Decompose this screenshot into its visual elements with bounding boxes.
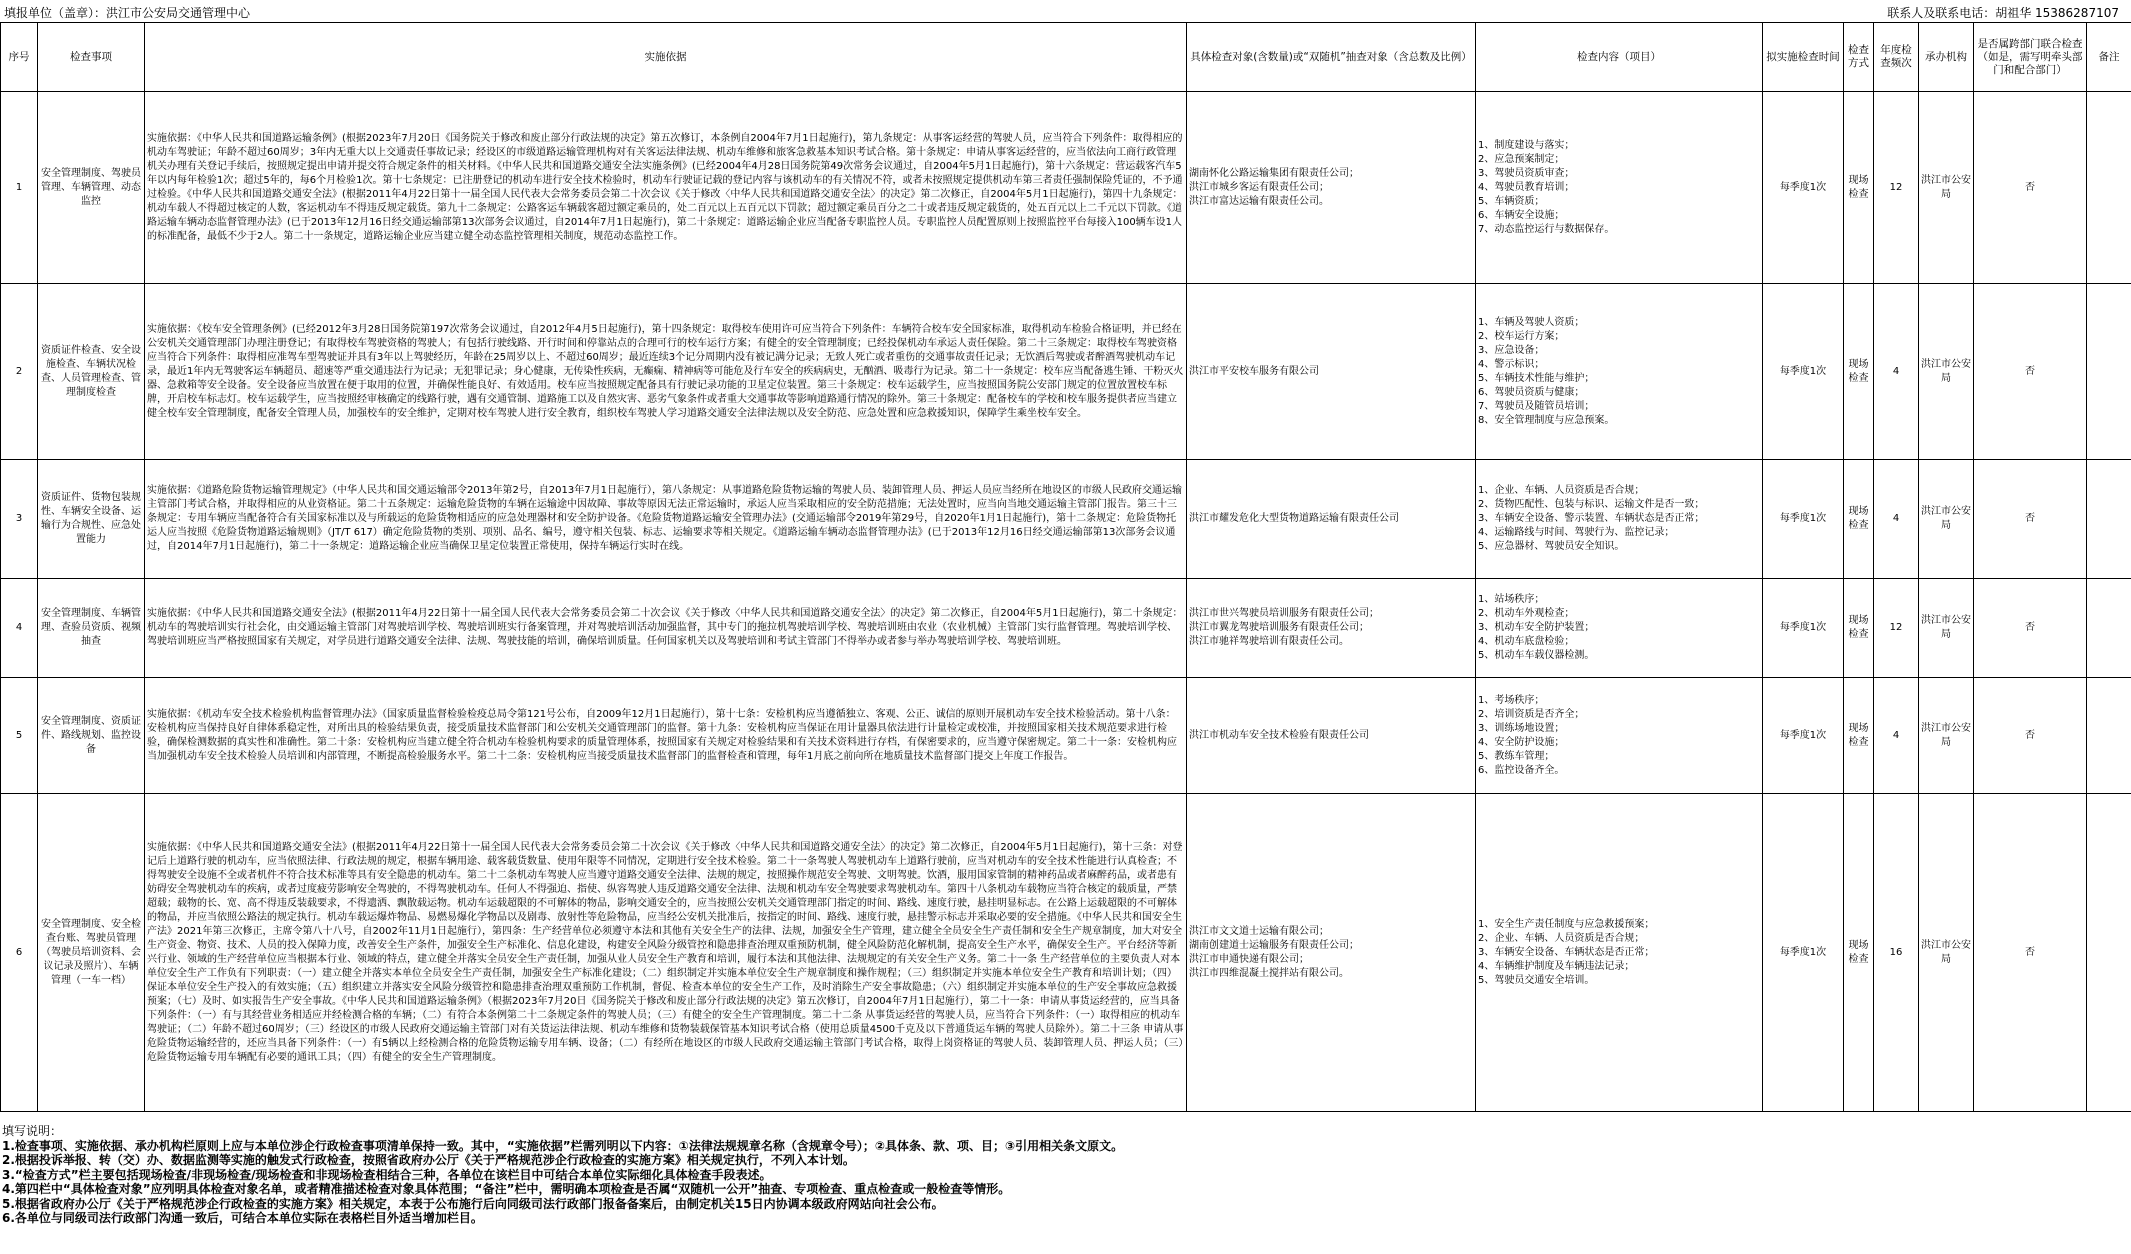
content-item: 4、驾驶员教育培训； [1478, 181, 1575, 193]
row-number: 6 [1, 794, 38, 1112]
content-item: 1、站场秩序； [1478, 594, 1545, 605]
inspection-contents [1476, 460, 1763, 579]
inspection-time: 每季度1次 [1763, 678, 1844, 794]
target-item: 洪江市富达运输有限责任公司。 [1189, 195, 1329, 207]
content-item: 6、驾驶员资质与健康； [1478, 386, 1585, 398]
remark [2087, 579, 2131, 678]
sheet-header [0, 0, 2131, 22]
inspection-method: 现场检查 [1844, 92, 1874, 284]
inspection-matter: 资质证件、货物包装规性、车辆安全设备、运输行为合规性、应急处置能力 [38, 460, 145, 579]
content-item: 2、机动车外观检查； [1478, 608, 1575, 619]
content-item: 1、企业、车辆、人员资质是否合规； [1478, 485, 1645, 496]
content-item: 6、监控设备齐全。 [1478, 764, 1565, 776]
instructions [2, 1124, 2122, 1226]
row-number: 1 [1, 92, 38, 284]
target-item: 湖南创建道士运输服务有限责任公司； [1189, 939, 1359, 951]
col-header: 备注 [2087, 23, 2131, 92]
joint-inspection: 否 [1974, 284, 2087, 460]
inspection-matter: 安全管理制度、安全检查台账、驾驶员管理（驾驶员培训资料、会议记录及照片）、车辆管理（一车一档） [38, 794, 145, 1112]
handling-org: 洪江市公安局 [1919, 579, 1974, 678]
contact-info: 联系人及联系电话：胡祖华 15386287107 [1887, 6, 2119, 20]
row-number: 3 [1, 460, 38, 579]
target-item: 洪江市翼龙驾驶培训服务有限责任公司； [1189, 622, 1369, 633]
inspection-time: 每季度1次 [1763, 794, 1844, 1112]
inspection-targets [1187, 284, 1476, 460]
col-header: 检查内容（项目） [1476, 23, 1763, 92]
inspection-contents [1476, 284, 1763, 460]
reporting-unit: 填报单位（盖章）：洪江市公安局交通管理中心 [4, 6, 251, 20]
inspection-table [0, 22, 2131, 1112]
col-header: 年度检查频次 [1874, 23, 1919, 92]
row-number: 5 [1, 678, 38, 794]
target-item: 湖南怀化公路运输集团有限责任公司； [1189, 167, 1359, 179]
instruction-line: 3.“检查方式”栏主要包括现场检查/非现场检查/现场检查和非现场检查相结合三种，各单位在该栏目中可结合本单位实际细化具体检查手段表述。 [2, 1167, 772, 1182]
handling-org: 洪江市公安局 [1919, 284, 1974, 460]
remark [2087, 284, 2131, 460]
remark [2087, 92, 2131, 284]
inspection-contents [1476, 579, 1763, 678]
content-item: 5、车辆资质； [1478, 195, 1545, 207]
content-item: 2、校车运行方案； [1478, 330, 1565, 342]
inspection-targets [1187, 794, 1476, 1112]
inspection-targets [1187, 460, 1476, 579]
content-item: 3、训练场地设置； [1478, 722, 1565, 734]
inspection-method: 现场检查 [1844, 794, 1874, 1112]
content-item: 1、车辆及驾驶人资质； [1478, 316, 1585, 328]
col-header: 序号 [1, 23, 38, 92]
content-item: 5、应急器材、驾驶员安全知识。 [1478, 541, 1625, 552]
inspection-method: 现场检查 [1844, 579, 1874, 678]
instructions-list [2, 1139, 2122, 1226]
content-item: 8、安全管理制度与应急预案。 [1478, 414, 1615, 426]
handling-org: 洪江市公安局 [1919, 460, 1974, 579]
remark [2087, 460, 2131, 579]
joint-inspection: 否 [1974, 794, 2087, 1112]
legal-basis: 实施依据：《道路危险货物运输管理规定》（中华人民共和国交通运输部令2013年第2号，自2013年7月1日起施行），第八条规定：从事道路危险货物运输的驾驶人员、装卸管理人员、押运人员应当经所在地设区的市级人民政府交通运输主管部门考试合格，并取得相应的从业资格证。第二十五条规定：运输危险货物的车辆在运输途中因故障、事故等原因无法正常运输时，承运人应当采取相应的安全防范措施；无法处置时，应当向当地交通运输主管部门报告。第三十三条规定：专用车辆应当配备符合有关国家标准以及与所载运的危险货物相适应的应急处理器材和安全防护设备。《危险货物道路运输安全管理办法》(交通运输部令2019年第29号，自2020年1月1日起施行)，第十二条规定：危险货物托运人应当按照《危险货物道路运输规则》（JT/T 617）确定危险货物的类别、项别、品名、编号，遵守相关包装、标志、运输要求等相关规定。《道路运输车辆动态监督管理办法》(已于2013年12月16日经交通运输部第13次部务会议通过，自2014年7月1日起施行)，第二十一条规定：道路运输企业应当确保卫星定位装置正常使用，保持车辆运行实时在线。 [145, 460, 1187, 579]
legal-basis: 实施依据：《校车安全管理条例》(已经2012年3月28日国务院第197次常务会议通过，自2012年4月5日起施行)，第十四条规定：取得校车使用许可应当符合下列条件：车辆符合校车安全国家标准，取得机动车检验合格证明，并已经在公安机关交通管理部门办理注册登记；有取得校车驾驶资格的驾驶人；有包括行驶线路、开行时间和停靠站点的合理可行的校车运行方案；有健全的安全管理制度；已经投保机动车承运人责任保险。第二十三条规定：取得校车驾驶资格应当符合下列条件：取得相应准驾车型驾驶证并具有3年以上驾驶经历，年龄在25周岁以上、不超过60周岁；最近连续3个记分周期内没有被记满分记录；无致人死亡或者重伤的交通事故责任记录；无饮酒后驾驶或者醉酒驾驶机动车记录，最近1年内无驾驶客运车辆超员、超速等严重交通违法行为记录；无犯罪记录；身心健康，无传染性疾病，无癫痫、精神病等可能危及行车安全的疾病病史，无酗酒、吸毒行为记录。第二十一条规定：校车应当配备逃生锤、干粉灭火器、急救箱等安全设备。安全设备应当放置在便于取用的位置，并确保性能良好、有效适用。校车应当按照规定配备具有行驶记录功能的卫星定位装置。第三十条规定：校车运载学生，应当按照国务院公安部门规定的位置放置校车标牌，开启校车标志灯。校车运载学生，应当按照经审核确定的线路行驶，遇有交通管制、道路施工以及自然灾害、恶劣气象条件或者重大交通事故等影响道路通行情况的除外。第三十条规定：配备校车的学校和校车服务提供者应当建立健全校车安全管理制度，配备安全管理人员，加强校车的安全维护，定期对校车驾驶人进行安全教育，组织校车驾驶人学习道路交通安全法律法规以及安全防范、应急处置和应急救援知识，保障学生乘坐校车安全。 [145, 284, 1187, 460]
table-header-row [1, 23, 2131, 92]
content-item: 5、教练车管理； [1478, 750, 1555, 762]
inspection-time: 每季度1次 [1763, 579, 1844, 678]
row-number: 4 [1, 579, 38, 678]
table-row [1, 678, 2131, 794]
inspection-matter: 资质证件检查、安全设施检查、车辆状况检查、人员管理检查、管理制度检查 [38, 284, 145, 460]
content-item: 1、安全生产责任制度与应急救援预案； [1478, 918, 1655, 930]
row-number: 2 [1, 284, 38, 460]
content-item: 7、驾驶员及随管员培训； [1478, 400, 1595, 412]
remark [2087, 794, 2131, 1112]
inspection-contents [1476, 92, 1763, 284]
instruction-line: 6.各单位与同级司法行政部门沟通一致后，可结合本单位实际在表格栏目外适当增加栏目。 [2, 1211, 483, 1225]
content-item: 7、动态监控运行与数据保存。 [1478, 223, 1615, 235]
annual-frequency: 12 [1874, 92, 1919, 284]
handling-org: 洪江市公安局 [1919, 92, 1974, 284]
legal-basis: 实施依据：《中华人民共和国道路交通安全法》(根据2011年4月22日第十一届全国人民代表大会常务委员会第二十次会议《关于修改〈中华人民共和国道路交通安全法〉的决定》第二次修正，自2004年5月1日起施行)，第二十条规定：机动车的驾驶培训实行社会化，由交通运输主管部门对驾驶培训学校、驾驶培训班实行备案管理，并对驾驶培训活动加强监督，其中专门的拖拉机驾驶培训学校、驾驶培训班由农业（农业机械）主管部门实行监督管理。驾驶培训学校、驾驶培训班应当严格按照国家有关规定，对学员进行道路交通安全法律、法规、驾驶技能的培训，确保培训质量。任何国家机关以及驾驶培训和考试主管部门不得举办或者参与举办驾驶培训学校、驾驶培训班。 [145, 579, 1187, 678]
target-item: 洪江市世兴驾驶员培训服务有限责任公司； [1189, 608, 1379, 619]
content-item: 1、考场秩序； [1478, 694, 1545, 706]
target-item: 洪江市文文道士运输有限公司； [1189, 925, 1329, 937]
annual-frequency: 4 [1874, 460, 1919, 579]
instructions-title: 填写说明： [2, 1124, 63, 1138]
inspection-contents [1476, 794, 1763, 1112]
col-header: 拟实施检查时间 [1763, 23, 1844, 92]
annual-frequency: 4 [1874, 678, 1919, 794]
table-row [1, 579, 2131, 678]
annual-frequency: 12 [1874, 579, 1919, 678]
target-item: 洪江市申通快递有限公司； [1189, 953, 1309, 965]
inspection-time: 每季度1次 [1763, 92, 1844, 284]
joint-inspection: 否 [1974, 678, 2087, 794]
inspection-matter: 安全管理制度、驾驶员管理、车辆管理、动态监控 [38, 92, 145, 284]
col-header: 具体检查对象(含数量)或“双随机”抽查对象（含总数及比例） [1187, 23, 1476, 92]
annual-frequency: 4 [1874, 284, 1919, 460]
annual-frequency: 16 [1874, 794, 1919, 1112]
content-item: 2、货物匹配性、包装与标识、运输文件是否一致； [1478, 499, 1705, 510]
inspection-method: 现场检查 [1844, 460, 1874, 579]
joint-inspection: 否 [1974, 460, 2087, 579]
inspection-targets [1187, 678, 1476, 794]
inspection-time: 每季度1次 [1763, 460, 1844, 579]
table-row [1, 794, 2131, 1112]
content-item: 4、安全防护设施； [1478, 736, 1565, 748]
content-item: 2、应急预案制定； [1478, 153, 1565, 165]
content-item: 5、驾驶员交通安全培训。 [1478, 974, 1595, 986]
content-item: 4、机动车底盘检验； [1478, 636, 1575, 647]
table-row [1, 284, 2131, 460]
col-header: 承办机构 [1919, 23, 1974, 92]
target-item: 洪江市机动车安全技术检验有限责任公司 [1189, 729, 1369, 741]
content-item: 2、培训资质是否齐全； [1478, 708, 1585, 720]
col-header: 检查方式 [1844, 23, 1874, 92]
joint-inspection: 否 [1974, 92, 2087, 284]
table-row [1, 460, 2131, 579]
target-item: 洪江市四维混凝土搅拌站有限公司。 [1189, 967, 1349, 979]
content-item: 6、车辆安全设施； [1478, 209, 1565, 221]
inspection-method: 现场检查 [1844, 678, 1874, 794]
table-row [1, 92, 2131, 284]
instruction-line: 4.第四栏中“具体检查对象”应列明具体检查对象名单，或者精准描述检查对象具体范围；“备注”栏中，需明确本项检查是否属“双随机一公开”抽查、专项检查、重点检查或一般检查等情形。 [2, 1182, 1011, 1196]
target-item: 洪江市平安校车服务有限公司 [1189, 365, 1319, 377]
target-item: 洪江市耀发危化大型货物道路运输有限责任公司 [1189, 513, 1399, 524]
inspection-targets [1187, 92, 1476, 284]
target-item: 洪江市城乡客运有限责任公司； [1189, 181, 1329, 193]
table-body [1, 92, 2131, 1112]
legal-basis: 实施依据：《机动车安全技术检验机构监督管理办法》（国家质量监督检验检疫总局令第121号公布，自2009年12月1日起施行），第十七条：安检机构应当遵循独立、客观、公正、诚信的原则开展机动车安全技术检验活动。第十八条：安检机构应当保持良好自律体系稳定性，对所出具的检验结果负责，接受质量技术监督部门和公安机关交通管理部门的监督。第十九条：安检机构应当保证在用计量器具依法进行计量检定或校准，并按照国家相关技术规范要求进行检验，确保检测数据的真实性和准确性。第二十条：安检机构应当建立健全符合机动车检验机构要求的质量管理体系，按照国家有关规定对检验结果和有关技术资料进行存档，有保密要求的，应当遵守保密规定。第二十一条：安检机构应当加强机动车安全技术检验人员培训和内部管理，不断提高检验服务水平。第二十二条：安检机构应当接受质量技术监督部门的监督检查和管理，每年1月底之前向所在地质量技术监督部门提交上年度工作报告。 [145, 678, 1187, 794]
content-item: 5、车辆技术性能与维护； [1478, 372, 1595, 384]
inspection-contents [1476, 678, 1763, 794]
content-item: 3、机动车安全防护装置； [1478, 622, 1595, 633]
instruction-line: 1.检查事项、实施依据、承办机构栏原则上应与本单位涉企行政检查事项清单保持一致。其中，“实施依据”栏需列明以下内容：①法律法规规章名称（含规章令号）；②具体条、款、项、目；③引用相关条文原文。 [2, 1138, 1124, 1153]
inspection-method: 现场检查 [1844, 284, 1874, 460]
content-item: 3、车辆安全设备、车辆状态是否正常； [1478, 946, 1655, 958]
content-item: 2、企业、车辆、人员资质是否合规； [1478, 932, 1645, 944]
col-header: 实施依据 [145, 23, 1187, 92]
inspection-matter: 安全管理制度、车辆管理、查验员资质、视频抽查 [38, 579, 145, 678]
content-item: 1、制度建设与落实； [1478, 139, 1575, 151]
content-item: 3、车辆安全设备、警示装置、车辆状态是否正常； [1478, 513, 1705, 524]
inspection-targets [1187, 579, 1476, 678]
col-header: 是否属跨部门联合检查（如是，需写明牵头部门和配合部门） [1974, 23, 2087, 92]
content-item: 3、应急设备； [1478, 344, 1545, 356]
inspection-time: 每季度1次 [1763, 284, 1844, 460]
inspection-matter: 安全管理制度、资质证件、路线规划、监控设备 [38, 678, 145, 794]
col-header: 检查事项 [38, 23, 145, 92]
content-item: 3、驾驶员资质审查； [1478, 167, 1575, 179]
joint-inspection: 否 [1974, 579, 2087, 678]
content-item: 4、运输路线与时间、驾驶行为、监控记录； [1478, 527, 1675, 538]
legal-basis: 实施依据：《中华人民共和国道路交通安全法》(根据2011年4月22日第十一届全国人民代表大会常务委员会第二十次会议《关于修改〈中华人民共和国道路交通安全法〉的决定》第二次修正，自2004年5月1日起施行)，第十三条：对登记后上道路行驶的机动车，应当依照法律、行政法规的规定，根据车辆用途、载客载货数量、使用年限等不同情况，定期进行安全技术检验。第二十一条驾驶人驾驶机动车上道路行驶前，应当对机动车的安全技术性能进行认真检查；不得驾驶安全设施不全或者机件不符合技术标准等具有安全隐患的机动车。第二十二条机动车驾驶人应当遵守道路交通安全法律、法规的规定，按照操作规范安全驾驶、文明驾驶。饮酒，服用国家管制的精神药品或者麻醉药品，或者患有妨碍安全驾驶机动车的疾病，或者过度疲劳影响安全驾驶的，不得驾驶机动车。任何人不得强迫、指使、纵容驾驶人违反道路交通安全法律、法规和机动车安全驾驶要求驾驶机动车。第四十八条机动车载物应当符合核定的载质量，严禁超载；载物的长、宽、高不得违反装载要求，不得遗洒、飘散载运物。机动车运载超限的不可解体的物品，影响交通安全的，应当按照公安机关交通管理部门指定的时间、路线、速度行驶，悬挂明显标志。在公路上运载超限的不可解体的物品，并应当依照公路法的规定执行。机动车载运爆炸物品、易燃易爆化学物品以及剧毒、放射性等危险物品，应当经公安机关批准后，按指定的时间、路线、速度行驶，悬挂警示标志并采取必要的安全措施。《中华人民共和国安全生产法》2021年第三次修正，主席令第八十八号，自2002年11月1日起施行），第四条：生产经营单位必须遵守本法和其他有关安全生产的法律、法规，加强安全生产管理，建立健全全员安全生产责任制和安全生产规章制度，加大对安全生产资金、物资、技术、人员的投入保障力度，改善安全生产条件，加强安全生产标准化、信息化建设，构建安全风险分级管控和隐患排查治理双重预防机制，健全风险防范化解机制，提高安全生产水平，确保安全生产。平台经济等新兴行业、领域的生产经营单位应当根据本行业、领域的特点，建立健全并落实全员安全生产责任制，加强从业人员安全生产教育和培训，履行本法和其他法律、法规规定的有关安全生产义务。第二十一条 生产经营单位的主要负责人对本单位安全生产工作负有下列职责：（一）建立健全并落实本单位全员安全生产责任制，加强安全生产标准化建设；（二）组织制定并实施本单位安全生产规章制度和操作规程；（三）组织制定并实施本单位安全生产教育和培训计划；（四）保证本单位安全生产投入的有效实施；（五）组织建立并落实安全风险分级管控和隐患排查治理双重预防工作机制，督促、检查本单位的安全生产工作，及时消除生产安全事故隐患；（六）组织制定并实施本单位的生产安全事故应急救援预案；（七）及时、如实报告生产安全事故。《中华人民共和国道路运输条例》（根据2023年7月20日《国务院关于修改和废止部分行政法规的决定》第五次修订，自2004年7月1日起施行），第二十一条：申请从事货运经营的，应当具备下列条件：（一）有与其经营业务相适应并经检测合格的车辆；（二）有符合本条例第二十二条规定条件的驾驶人员；（三）有健全的安全生产管理制度。第二十二条 从事货运经营的驾驶人员，应当符合下列条件：（一）取得相应的机动车驾驶证；（二）年龄不超过60周岁；（三）经设区的市级人民政府交通运输主管部门对有关货运法律法规、机动车维修和货物装载保管基本知识考试合格（使用总质量4500千克及以下普通货运车辆的驾驶人员除外）。第二十三条 申请从事危险货物运输经营的，还应当具备下列条件：（一）有5辆以上经检测合格的危险货物运输专用车辆、设备；（二）有经所在地设区的市级人民政府交通运输主管部门考试合格，取得上岗资格证的驾驶人员、装卸管理人员、押运人员；（三）危险货物运输专用车辆配有必要的通讯工具；（四）有健全的安全生产管理制度。 [145, 794, 1187, 1112]
remark [2087, 678, 2131, 794]
instruction-line: 5.根据省政府办公厅《关于严格规范涉企行政检查的实施方案》相关规定，本表于公布施行后向同级司法行政部门报备备案后，由制定机关15日内协调本级政府网站向社会公布。 [2, 1196, 944, 1211]
content-item: 4、警示标识； [1478, 358, 1545, 370]
target-item: 洪江市驰祥驾驶培训有限责任公司。 [1189, 636, 1349, 647]
handling-org: 洪江市公安局 [1919, 678, 1974, 794]
handling-org: 洪江市公安局 [1919, 794, 1974, 1112]
instruction-line: 2.根据投诉举报、转（交）办、数据监测等实施的触发式行政检查，按照省政府办公厅《关于严格规范涉企行政检查的实施方案》相关规定执行，不列入本计划。 [2, 1153, 855, 1167]
legal-basis: 实施依据：《中华人民共和国道路运输条例》(根据2023年7月20日《国务院关于修改和废止部分行政法规的决定》第五次修订，本条例自2004年7月1日起施行)，第九条规定：从事客运经营的驾驶人员，应当符合下列条件：取得相应的机动车驾驶证；年龄不超过60周岁；3年内无重大以上交通责任事故记录；经设区的市级道路运输管理机构对有关客运法律法规、机动车维修和旅客急救基本知识考试合格。第十条规定：申请从事客运经营的，应当依法向工商行政管理机关办理有关登记手续后，按照规定提出申请并提交符合规定条件的相关材料。《中华人民共和国道路交通安全法实施条例》(已经2004年4月28日国务院第49次常务会议通过，自2004年5月1日起施行)，第十六条规定：营运载客汽车5年以内每年检验1次；超过5年的，每6个月检验1次。第十七条规定：已注册登记的机动车进行安全技术检验时，机动车行驶证记载的登记内容与该机动车的有关情况不符，或者未按照规定提供机动车第三者责任强制保险凭证的，不予通过检验。《中华人民共和国道路交通安全法》(根据2011年4月22日第十一届全国人民代表大会常务委员会第二十次会议《关于修改〈中华人民共和国道路交通安全法〉的决定》第二次修正，自2004年5月1日起施行)，第四十九条规定：机动车载人不得超过核定的人数，客运机动车不得违反规定载货。第九十二条规定：公路客运车辆载客超过额定乘员的，处二百元以上五百元以下罚款；超过额定乘员百分之二十或者违反规定载货的，处五百元以上二千元以下罚款。《道路运输车辆动态监督管理办法》(已于2013年12月16日经交通运输部第13次部务会议通过，自2014年7月1日起施行)，第二十条规定：道路运输企业应当配备专职监控人员。专职监控人员配置原则上按照监控平台每接入100辆车设1人的标准配备，最低不少于2人。第二十一条规定，道路运输企业应当建立健全动态监控管理相关制度，规范动态监控工作。 [145, 92, 1187, 284]
content-item: 4、车辆维护制度及车辆违法记录； [1478, 960, 1635, 972]
content-item: 5、机动车车载仪器检测。 [1478, 650, 1595, 661]
